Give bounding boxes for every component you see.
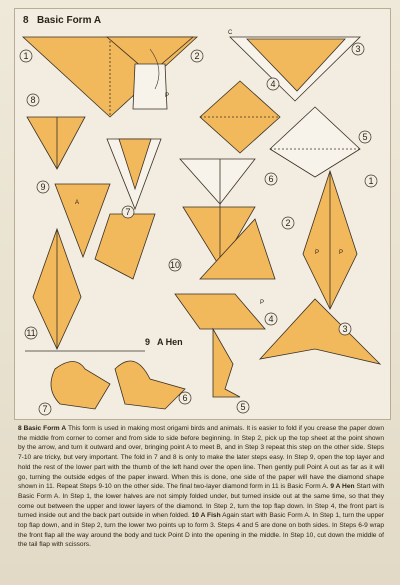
section-a-title: Basic Form A <box>37 15 102 26</box>
step-a1-number: 1 <box>23 51 29 61</box>
step-a8-number: 8 <box>30 95 36 105</box>
section-b-title: A Hen <box>157 337 183 347</box>
step-a9-number: 9 <box>40 182 46 192</box>
step-a2-flap <box>133 64 170 109</box>
caption-text-basic-form-a: This form is used in making most origami birds and animals. It is easier to fold if you crease the paper down the middle from corner to corner and from side to side before beginning. In Step 2, pick up the top sheet at the point shown by the arrow, and turn it outward and over, bringing point A to meet B, and in Step 3 repeat this step on the other side. Steps 7-10 are tricky, but very important. The fold in 7 and 8 is only to make the later steps easy. In Step 9, open the top layer and hold the rest of the lower part with the thumb of the left hand over the open line. Then gently pull Point A out as far as it will go, turning the outside edges of the paper inward. When this is done, one side of the paper will have the diamond shape shown in 11. Repeat Steps 9-10 on the other side. The final two-layer diamond form in 11 is Basic Form A. <box>18 425 384 491</box>
step-a2-label-p: P <box>165 93 170 99</box>
hen-step7-figure <box>51 362 110 410</box>
step-a3-number: 3 <box>355 44 361 54</box>
caption-title-basic-form-a: 8 Basic Form A <box>18 425 67 432</box>
hen-step1-label-p1: P <box>315 250 320 256</box>
step-a5-number: 5 <box>362 132 368 142</box>
hen-step5-figure <box>213 329 240 397</box>
caption-title-hen: 9 A Hen <box>330 483 355 491</box>
origami-diagram <box>15 9 390 419</box>
hen-step7-number: 7 <box>42 404 48 414</box>
hen-step4-shape <box>175 294 265 329</box>
step-a4-number: 4 <box>270 79 276 89</box>
step-a7-number: 7 <box>125 207 131 217</box>
hen-step1-label-p2: P <box>339 250 344 256</box>
hen-step1-number: 1 <box>368 176 374 186</box>
step-a2-number: 2 <box>194 51 200 61</box>
instructions-caption <box>18 424 384 550</box>
step-a11-number: 11 <box>26 328 36 338</box>
hen-step6-figure <box>115 361 188 409</box>
step-a6-number: 6 <box>268 174 274 184</box>
step-a9-label-a: A <box>75 200 80 206</box>
step-a8-kite <box>27 117 85 169</box>
hen-step2-number: 2 <box>285 218 291 228</box>
caption-paragraph <box>18 424 384 550</box>
section-a-number: 8 <box>23 15 29 26</box>
hen-step4-number: 4 <box>268 314 274 324</box>
caption-text-hen: Start with Basic Form A. In Step 1, the lower halves are not simply folded under, but turned inside out at the same time, so that they come out between the upper and lower layers of the diamond. In Step 2, turn the top flap down. In Step 4, the front part is turned inside out and the back part outside in when folded. <box>18 483 384 520</box>
caption-text-fish: Again start with Basic Form A. In Step 1, turn the upper top flap down, and in Step 2, turn the lower two points up to form 3. Steps 4 and 5 are done on both sides. In Steps 6-9 wrap the front flap all the way around the body and tuck Point D into the opening in the middle. In Step 10, cut down the middle of the tail flap with scissors. <box>18 512 384 549</box>
step-a3-label-c: C <box>228 30 233 36</box>
hen-step3-number: 3 <box>342 324 348 334</box>
step-a10-number: 10 <box>169 260 181 270</box>
diagram-frame <box>14 8 391 420</box>
hen-step4-label-p: P <box>260 300 265 306</box>
step-a6-top <box>180 159 255 204</box>
section-b-number: 9 <box>145 337 151 347</box>
step-a5-diamond <box>270 107 360 177</box>
step-a10-shape <box>95 214 155 279</box>
hen-step3-shape <box>260 299 380 364</box>
caption-title-fish: 10 A Fish <box>191 512 221 520</box>
hen-step5-number: 5 <box>240 402 246 412</box>
hen-step6-number: 6 <box>182 393 188 403</box>
